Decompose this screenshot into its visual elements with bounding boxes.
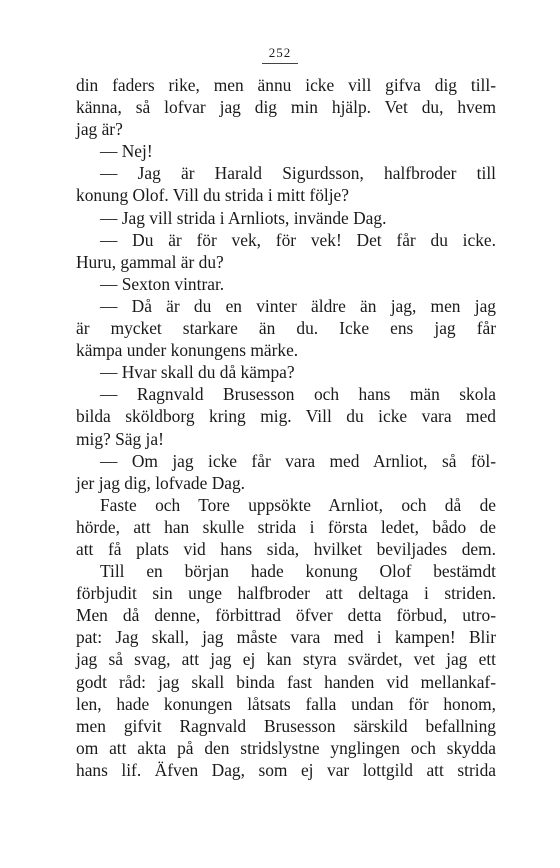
text-line: mig? Säg ja!	[76, 428, 164, 449]
text-line: konung Olof. Vill du strida i mitt följe?	[76, 185, 349, 206]
text-line: — Ragnvald Brusesson och hans män skola	[100, 384, 496, 405]
text-line: — Jag vill strida i Arnliots, invände Dag.	[100, 207, 387, 228]
text-line: Faste och Tore uppsökte Arnliot, och då de	[100, 494, 496, 515]
text-line: men gifvit Ragnvald Brusesson särskild befallning	[76, 715, 496, 736]
text-line: — Du är för vek, för vek! Det får du icke.	[100, 229, 496, 250]
text-line: — Då är du en vinter äldre än jag, men jag	[100, 295, 496, 316]
text-line: är mycket starkare än du. Icke ens jag får	[76, 318, 496, 339]
text-line: jer jag dig, lofvade Dag.	[76, 472, 246, 493]
text-line: — Jag är Harald Sigurdsson, halfbroder till	[100, 163, 496, 184]
text-line: att få plats vid hans sida, hvilket beviljades dem.	[76, 538, 496, 559]
text-line: förbjudit sin unge halfbroder att deltaga i striden.	[76, 583, 496, 604]
text-line: om att akta på den stridslystne ynglingen och skydda	[76, 737, 496, 758]
text-line: len, hade konungen låtsats falla undan för honom,	[76, 693, 496, 714]
page-number: 252	[268, 45, 292, 60]
text-line: — Om jag icke får vara med Arnliot, så föl-	[100, 450, 496, 471]
text-line: Huru, gammal är du?	[76, 251, 224, 272]
text-line: kämpa under konungens märke.	[76, 340, 299, 361]
text-line: pat: Jag skall, jag måste vara med i kampen! Blir	[76, 627, 496, 648]
body-text	[76, 74, 496, 781]
text-line: godt råd: jag skall binda fast handen vid mellankaf-	[76, 671, 496, 692]
page-number-rule	[262, 63, 298, 64]
text-line: känna, så lofvar jag dig min hjälp. Vet du, hvem	[76, 97, 496, 118]
text-line: Till en början hade konung Olof bestämdt	[100, 561, 496, 582]
text-line: jag så svag, att jag ej kan styra svärdet, vet jag ett	[76, 649, 496, 670]
text-line: din faders rike, men ännu icke vill gifva dig till-	[76, 75, 496, 95]
text-line: bilda sköldborg kring mig. Vill du icke vara med	[76, 406, 496, 427]
text-line: — Hvar skall du då kämpa?	[100, 362, 295, 383]
text-line: — Sexton vintrar.	[100, 273, 225, 294]
text-line: jag är?	[76, 119, 123, 140]
text-line: — Nej!	[100, 141, 153, 162]
text-line: Men då denne, förbittrad öfver detta förbud, utro-	[76, 605, 496, 626]
text-line: hörde, att han skulle strida i första ledet, bådo de	[76, 516, 496, 537]
text-line: hans lif. Äfven Dag, som ej var lottgild att strida	[76, 759, 496, 780]
